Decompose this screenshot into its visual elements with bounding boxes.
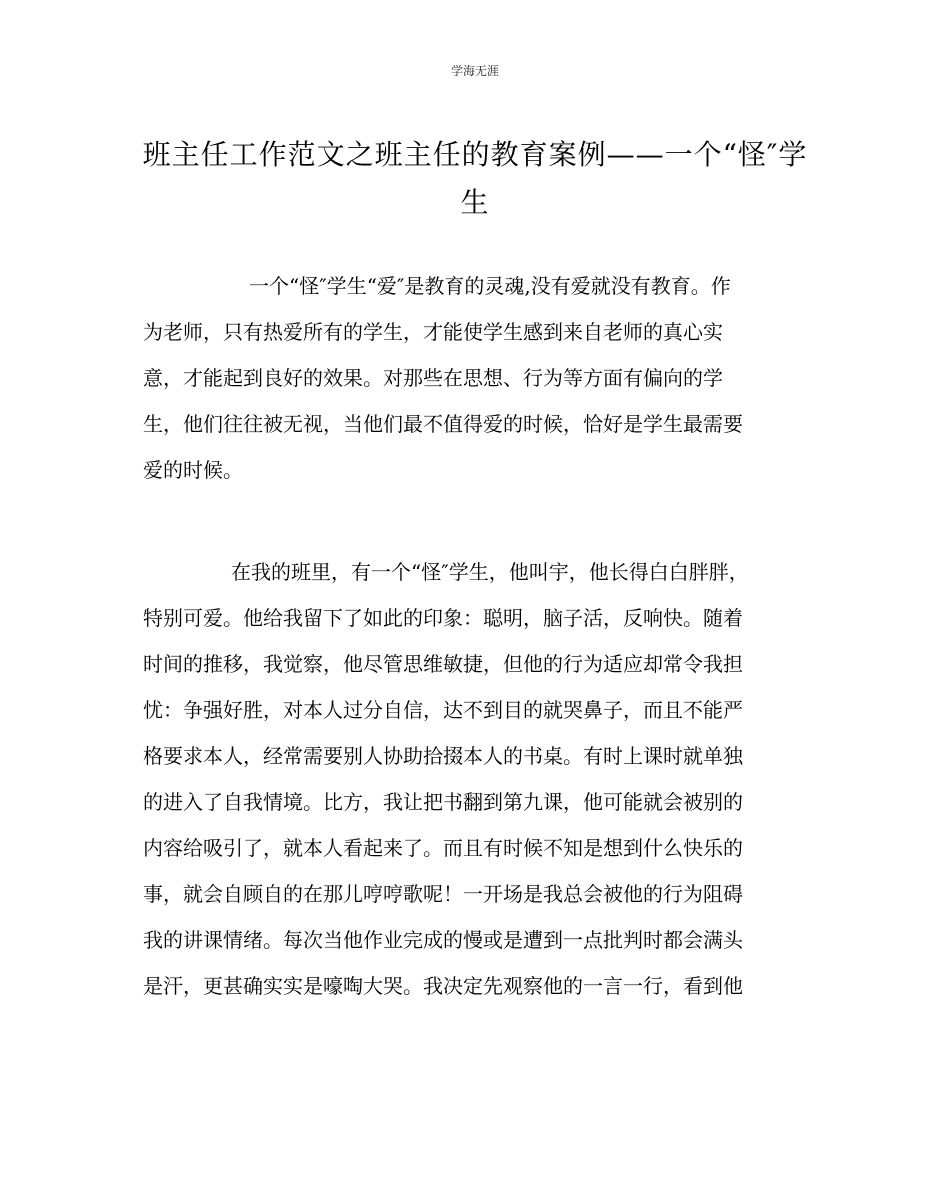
- paragraph-line: 爱的时候。: [143, 458, 243, 482]
- document-title: [140, 131, 810, 227]
- paragraph-line: 忧：争强好胜，对本人过分自信，达不到目的就哭鼻子，而且不能严: [143, 698, 743, 722]
- paragraph-1: [143, 263, 811, 493]
- paragraph-line: 内容给吸引了，就本人看起来了。而且有时候不知是想到什么快乐的: [143, 836, 743, 860]
- paragraph-line: 在我的班里，有一个“怪″学生，他叫宇，他长得白白胖胖，: [231, 560, 749, 584]
- paragraph-line: 时间的推移，我觉察，他尽管思维敏捷，但他的行为适应却常令我担: [143, 652, 743, 676]
- paragraph-line: 为老师，只有热爱所有的学生，才能使学生感到来自老师的真心实: [143, 320, 723, 344]
- paragraph-gap: [143, 493, 811, 549]
- paragraph-line: 是汗，更甚确实实是嚎啕大哭。我决定先观察他的一言一行，看到他: [143, 974, 743, 998]
- paragraph-line: 特别可爱。他给我留下了如此的印象：聪明，脑子活，反响快。随着: [143, 606, 743, 630]
- document-body: [143, 263, 811, 1009]
- paragraph-line: 格要求本人，经常需要别人协助拾掇本人的书桌。有时上课时就单独: [143, 744, 743, 768]
- paragraph-line: 一个“怪″学生“爱″是教育的灵魂,没有爱就没有教育。作: [249, 274, 731, 298]
- paragraph-line: 意，才能起到良好的效果。对那些在思想、行为等方面有偏向的学: [143, 366, 723, 390]
- title-line-2: 生: [460, 186, 490, 219]
- paragraph-2: [143, 549, 811, 1009]
- paragraph-line: 生，他们往往被无视，当他们最不值得爱的时候，恰好是学生最需要: [143, 412, 743, 436]
- title-line-1: 班主任工作范文之班主任的教育案例——一个“怪″学: [142, 138, 808, 171]
- paragraph-line: 我的讲课情绪。每次当他作业完成的慢或是遭到一点批判时都会满头: [143, 928, 743, 952]
- page-header: 学海无涯: [450, 64, 499, 78]
- paragraph-line: 的进入了自我情境。比方，我让把书翻到第九课，他可能就会被别的: [143, 790, 743, 814]
- paragraph-line: 事，就会自顾自的在那儿哼哼歌呢！一开场是我总会被他的行为阻碍: [143, 882, 743, 906]
